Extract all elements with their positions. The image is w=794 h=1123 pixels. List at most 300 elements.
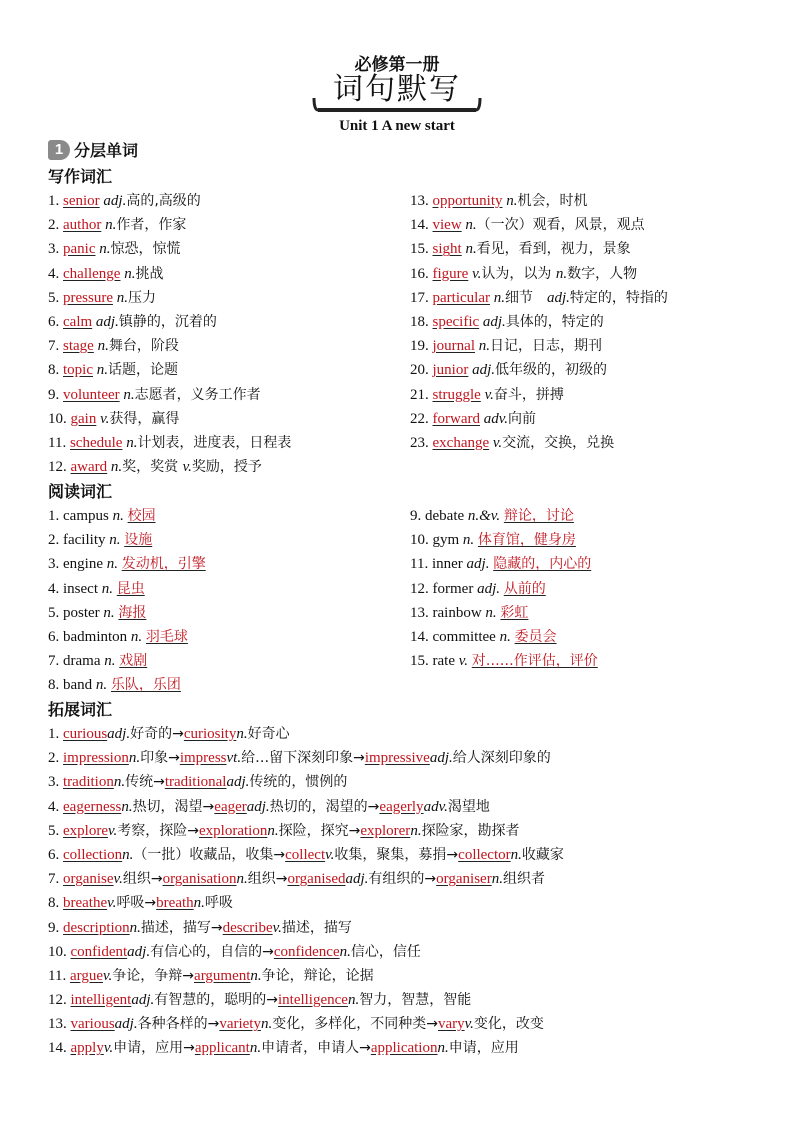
part-of-speech: n. xyxy=(108,508,128,524)
item-number: 6. xyxy=(48,846,63,863)
answer-meaning: 昆虫 xyxy=(116,580,145,597)
part-of-speech: adj. xyxy=(226,774,250,791)
vocab-row xyxy=(410,262,668,286)
meaning: 各种各样的→ xyxy=(137,1016,220,1033)
vocab-word: poster xyxy=(63,604,100,621)
item-number: 13. xyxy=(410,604,433,621)
answer-meaning: 辩论，讨论 xyxy=(503,508,574,524)
meaning: （一次）观看，风景，观点 xyxy=(476,217,645,234)
vocab-word: former xyxy=(432,580,474,597)
vocab-row xyxy=(410,504,598,528)
vocab-row xyxy=(48,528,206,552)
vocab-row xyxy=(48,964,564,988)
item-number: 21. xyxy=(410,386,433,403)
answer-word: senior xyxy=(63,193,100,209)
item-number: 2. xyxy=(48,217,63,234)
part-of-speech: v. xyxy=(107,822,118,839)
meaning: 日记，日志，期刊 xyxy=(490,338,602,355)
answer-word: argument xyxy=(194,967,251,984)
vocab-row xyxy=(48,625,206,649)
item-number: 23. xyxy=(410,434,433,451)
meaning: 传统→ xyxy=(125,774,165,791)
vocab-row xyxy=(48,770,564,794)
part-of-speech: n. xyxy=(489,289,505,306)
answer-word: eagerness xyxy=(63,798,122,815)
item-number: 12. xyxy=(48,992,71,1009)
item-number: 11. xyxy=(48,967,70,984)
writing-vocab-left-column xyxy=(48,189,291,479)
vocab-row xyxy=(410,407,668,431)
answer-word: volunteer xyxy=(63,386,120,403)
vocab-row xyxy=(48,649,206,673)
reading-vocab-heading: 阅读词汇 xyxy=(48,482,113,501)
item-number: 5. xyxy=(48,822,63,839)
item-number: 3. xyxy=(48,241,63,258)
answer-meaning: 隐藏的，内心的 xyxy=(493,556,592,573)
meaning: 申请，应用→ xyxy=(113,1040,195,1057)
item-number: 3. xyxy=(48,774,63,791)
answer-word: intelligence xyxy=(277,992,348,1009)
answer-word: traditional xyxy=(164,774,227,791)
item-number: 16. xyxy=(410,265,433,282)
vocab-word: rainbow xyxy=(432,604,482,621)
meaning: 收藏家 xyxy=(521,846,564,863)
vocab-row xyxy=(48,1036,564,1060)
answer-meaning: 委员会 xyxy=(514,628,557,645)
vocab-word: facility xyxy=(63,532,106,549)
vocab-row xyxy=(410,552,598,576)
meaning: 低年级的，初级的 xyxy=(495,362,608,379)
meaning: 智力，智慧，智能 xyxy=(359,992,472,1009)
part-of-speech: adj. xyxy=(107,726,131,742)
meaning: 渴望地 xyxy=(447,798,490,815)
part-of-speech: adj. xyxy=(429,750,453,767)
part-of-speech: n. xyxy=(93,338,109,355)
section-number-badge: 1 xyxy=(48,140,70,160)
answer-word: panic xyxy=(63,241,96,258)
part-of-speech: adj. xyxy=(468,362,496,379)
part-of-speech: n. xyxy=(127,628,146,645)
item-number: 14. xyxy=(410,628,433,645)
reading-vocab-right-column xyxy=(410,504,598,673)
vocab-row xyxy=(410,189,668,213)
vocab-row xyxy=(410,431,668,455)
part-of-speech: n. xyxy=(122,434,138,451)
answer-word: breathe xyxy=(63,895,108,912)
part-of-speech: n. xyxy=(105,532,125,549)
meaning: 高的,高级的 xyxy=(126,193,201,209)
item-number: 15. xyxy=(410,241,433,258)
meaning: 给…留下深刻印象→ xyxy=(241,750,365,767)
part-of-speech: n. xyxy=(495,628,515,645)
vocab-row xyxy=(48,988,564,1012)
meaning: 呼吸 xyxy=(204,895,233,912)
meaning: 探险家，勘探者 xyxy=(421,822,520,839)
meaning: 好奇的→ xyxy=(130,726,184,742)
part-of-speech: n. xyxy=(502,193,518,209)
vocab-word: insect xyxy=(63,580,98,597)
item-number: 14. xyxy=(48,1040,71,1057)
part-of-speech: adj. xyxy=(131,992,155,1009)
meaning: 细节 xyxy=(504,289,547,306)
meaning: 挑战 xyxy=(135,265,164,282)
writing-vocab-heading: 写作词汇 xyxy=(48,167,113,186)
part-of-speech: n. xyxy=(459,532,478,549)
meaning: 组织者 xyxy=(502,871,545,888)
item-number: 2. xyxy=(48,532,63,549)
part-of-speech: n. xyxy=(107,459,123,476)
part-of-speech: n. xyxy=(410,822,422,839)
meaning: 奋斗，拼搏 xyxy=(493,386,564,403)
item-number: 9. xyxy=(48,919,63,936)
part-of-speech: n. xyxy=(260,1016,273,1033)
meaning: 志愿者，义务工作者 xyxy=(134,386,261,403)
part-of-speech: n. xyxy=(475,338,490,355)
meaning: 描述，描写→ xyxy=(140,919,223,936)
answer-word: junior xyxy=(432,362,469,379)
answer-word: variety xyxy=(219,1016,261,1033)
part-of-speech: adj. xyxy=(345,871,369,888)
vocab-row xyxy=(48,358,291,382)
vocab-row xyxy=(410,286,668,310)
item-number: 17. xyxy=(410,289,433,306)
reading-vocab-left-column xyxy=(48,504,206,698)
answer-meaning: 设施 xyxy=(124,532,153,549)
vocab-word: rate xyxy=(432,653,455,670)
answer-word: challenge xyxy=(63,265,121,282)
item-number: 5. xyxy=(48,604,63,621)
writing-vocab-right-column xyxy=(410,189,668,455)
item-number: 13. xyxy=(48,1016,71,1033)
vocab-word: engine xyxy=(63,556,103,573)
vocab-word: campus xyxy=(63,508,109,524)
meaning: 申请，应用 xyxy=(448,1040,519,1057)
part-of-speech: n. xyxy=(437,1040,449,1057)
answer-word: topic xyxy=(63,362,93,379)
answer-word: forward xyxy=(432,410,480,427)
answer-word: struggle xyxy=(432,386,481,403)
meaning: 信心，信任 xyxy=(350,943,421,960)
vocab-row xyxy=(48,407,291,431)
part-of-speech: adj. xyxy=(127,943,151,960)
answer-meaning: 对……作评估，评价 xyxy=(471,653,598,670)
vocab-row xyxy=(410,237,668,261)
vocab-row xyxy=(48,601,206,625)
vocab-word: badminton xyxy=(63,628,128,645)
banner xyxy=(312,70,482,116)
part-of-speech: v. xyxy=(96,410,110,427)
item-number: 12. xyxy=(48,459,71,476)
part-of-speech: n. xyxy=(99,604,119,621)
part-of-speech: n. xyxy=(510,846,522,863)
answer-word: organised xyxy=(287,871,346,888)
item-number: 18. xyxy=(410,313,433,330)
vocab-row xyxy=(410,625,598,649)
item-number: 15. xyxy=(410,653,433,670)
answer-word: specific xyxy=(432,313,480,330)
answer-word: vary xyxy=(437,1016,465,1033)
part-of-speech: v. xyxy=(272,919,282,936)
answer-meaning: 戏剧 xyxy=(119,653,148,670)
answer-word: apply xyxy=(70,1040,104,1057)
answer-word: particular xyxy=(432,289,490,306)
item-number: 6. xyxy=(48,628,63,645)
vocab-row xyxy=(48,189,291,213)
part-of-speech: adj. xyxy=(246,798,270,815)
item-number: 20. xyxy=(410,362,433,379)
part-of-speech: n. xyxy=(481,604,501,621)
meaning: 描述，描写 xyxy=(281,919,352,936)
item-number: 7. xyxy=(48,871,63,888)
answer-word: tradition xyxy=(63,774,114,791)
part-of-speech: n. xyxy=(339,943,351,960)
meaning: 特定的，特指的 xyxy=(569,289,668,306)
answer-word: journal xyxy=(432,338,475,355)
part-of-speech: n. xyxy=(120,265,136,282)
answer-meaning: 体育馆，健身房 xyxy=(477,532,576,549)
part-of-speech: n. xyxy=(102,556,122,573)
meaning: 计划表，进度表，日程表 xyxy=(137,434,292,451)
answer-meaning: 校园 xyxy=(127,508,156,524)
part-of-speech: n. xyxy=(236,871,248,888)
answer-word: schedule xyxy=(69,434,123,451)
vocab-row xyxy=(48,286,291,310)
meaning: 交流，交换，兑换 xyxy=(502,434,615,451)
vocab-row xyxy=(410,383,668,407)
item-number: 4. xyxy=(48,580,63,597)
answer-meaning: 乐队，乐团 xyxy=(110,677,181,694)
answer-word: application xyxy=(370,1040,438,1057)
meaning: 话题，论题 xyxy=(108,362,178,379)
vocab-row xyxy=(410,649,598,673)
meaning: 热切，渴望→ xyxy=(132,798,215,815)
meaning: 争论，争辩→ xyxy=(112,967,195,984)
meaning: 镇静的，沉着的 xyxy=(118,313,217,330)
item-number: 8. xyxy=(48,677,63,694)
vocab-word: band xyxy=(63,677,93,694)
answer-meaning: 海报 xyxy=(118,604,147,621)
vocab-row xyxy=(48,383,291,407)
vocab-row xyxy=(48,746,564,770)
meaning: 变化，改变 xyxy=(473,1016,544,1033)
part-of-speech: n. xyxy=(461,217,477,234)
meaning: 惊恐，惊慌 xyxy=(110,241,181,258)
part-of-speech: n. xyxy=(98,580,117,597)
meaning: 呼吸→ xyxy=(116,895,157,912)
vocab-word: drama xyxy=(63,653,101,670)
meaning: 好奇心 xyxy=(247,726,290,742)
meaning: 考察，探险→ xyxy=(117,822,200,839)
answer-word: breath xyxy=(156,895,194,912)
part-of-speech: n. xyxy=(128,750,141,767)
item-number: 5. xyxy=(48,289,63,306)
answer-word: pressure xyxy=(63,289,113,306)
meaning: （一批）收藏品，收集→ xyxy=(133,846,286,863)
part-of-speech: n. xyxy=(236,726,248,742)
part-of-speech: n. xyxy=(555,265,568,282)
answer-word: explorer xyxy=(360,822,411,839)
meaning: 争论，辩论，论据 xyxy=(261,967,374,984)
answer-word: intelligent xyxy=(70,992,132,1009)
part-of-speech: adj. xyxy=(99,193,127,209)
vocab-row xyxy=(410,577,598,601)
meaning: 热切的，渴望的→ xyxy=(269,798,380,815)
meaning: 机会，时机 xyxy=(517,193,588,209)
meaning: 作者，作家 xyxy=(116,217,187,234)
part-of-speech: n. xyxy=(122,846,134,863)
part-of-speech: n. xyxy=(121,798,133,815)
vocab-row xyxy=(48,334,291,358)
item-number: 10. xyxy=(48,410,71,427)
item-number: 9. xyxy=(48,386,63,403)
vocab-row xyxy=(48,673,206,697)
meaning: 组织→ xyxy=(122,871,163,888)
answer-word: confident xyxy=(70,943,128,960)
item-number: 7. xyxy=(48,338,63,355)
part-of-speech: n.&v. xyxy=(464,508,504,524)
answer-word: stage xyxy=(63,338,94,355)
answer-word: figure xyxy=(432,265,469,282)
part-of-speech: v. xyxy=(489,434,503,451)
meaning: 印象→ xyxy=(140,750,180,767)
part-of-speech: adj. xyxy=(546,289,570,306)
vocab-row xyxy=(48,843,564,867)
item-number: 2. xyxy=(48,750,63,767)
item-number: 9. xyxy=(410,508,425,524)
vocab-word: gym xyxy=(432,532,460,549)
answer-word: organisation xyxy=(162,871,237,888)
part-of-speech: v. xyxy=(454,653,472,670)
answer-word: exploration xyxy=(199,822,268,839)
answer-word: opportunity xyxy=(432,193,503,209)
part-of-speech: n. xyxy=(95,241,111,258)
item-number: 6. xyxy=(48,313,63,330)
answer-word: curiosity xyxy=(183,726,237,742)
vocab-row xyxy=(48,1012,564,1036)
item-number: 3. xyxy=(48,556,63,573)
part-of-speech: n. xyxy=(101,217,117,234)
part-of-speech: n. xyxy=(250,967,262,984)
part-of-speech: n. xyxy=(491,871,503,888)
extension-vocab-list xyxy=(48,722,564,1061)
answer-meaning: 羽毛球 xyxy=(145,628,188,645)
item-number: 8. xyxy=(48,362,63,379)
answer-word: explore xyxy=(63,822,108,839)
answer-word: view xyxy=(432,217,462,234)
meaning: 有组织的→ xyxy=(368,871,437,888)
answer-word: organiser xyxy=(436,871,492,888)
part-of-speech: v. xyxy=(325,846,335,863)
item-number: 4. xyxy=(48,798,63,815)
part-of-speech: n. xyxy=(461,241,477,258)
meaning: 传统的，惯例的 xyxy=(249,774,348,791)
vocab-row xyxy=(48,867,564,891)
meaning: 奖，奖赏 xyxy=(122,459,183,476)
meaning: 组织→ xyxy=(247,871,288,888)
answer-meaning: 彩虹 xyxy=(500,604,529,621)
vocab-row xyxy=(48,940,564,964)
answer-word: collection xyxy=(63,846,123,863)
meaning: 变化，多样化，不同种类→ xyxy=(272,1016,438,1033)
item-number: 1. xyxy=(48,508,63,524)
vocab-row xyxy=(410,358,668,382)
meaning: 压力 xyxy=(127,289,156,306)
answer-word: exchange xyxy=(432,434,490,451)
part-of-speech: n. xyxy=(129,919,141,936)
answer-word: collect xyxy=(285,846,326,863)
unit-title: Unit 1 A new start xyxy=(339,118,455,134)
meaning: 收集，聚集，募捐→ xyxy=(334,846,459,863)
item-number: 4. xyxy=(48,265,63,282)
answer-word: applicant xyxy=(194,1040,250,1057)
vocab-word: debate xyxy=(425,508,465,524)
meaning: 看见，看到，视力，景象 xyxy=(476,241,631,258)
vocab-row xyxy=(410,213,668,237)
vocab-row xyxy=(48,262,291,286)
item-number: 7. xyxy=(48,653,63,670)
answer-word: eagerly xyxy=(379,798,424,815)
answer-word: organise xyxy=(63,871,114,888)
part-of-speech: v. xyxy=(182,459,192,476)
vocab-row xyxy=(48,431,291,455)
item-number: 8. xyxy=(48,895,63,912)
vocab-row xyxy=(48,577,206,601)
vocab-row xyxy=(48,722,564,746)
meaning: 具体的，特定的 xyxy=(505,313,604,330)
answer-word: describe xyxy=(222,919,273,936)
answer-word: collector xyxy=(458,846,511,863)
item-number: 12. xyxy=(410,580,433,597)
vocab-row xyxy=(48,891,564,915)
part-of-speech: v. xyxy=(480,386,494,403)
meaning: 数字，人物 xyxy=(567,265,638,282)
vocab-row xyxy=(48,455,291,479)
part-of-speech: adj. xyxy=(114,1016,138,1033)
part-of-speech: n. xyxy=(93,362,108,379)
item-number: 11. xyxy=(410,556,432,573)
answer-word: eager xyxy=(214,798,247,815)
part-of-speech: n. xyxy=(119,386,135,403)
vocab-row xyxy=(48,916,564,940)
part-of-speech: adj. xyxy=(479,313,506,330)
part-of-speech: adj. xyxy=(92,313,119,330)
part-of-speech: n. xyxy=(92,677,111,694)
meaning: 认为，以为 xyxy=(481,265,556,282)
vocab-word: committee xyxy=(432,628,496,645)
item-number: 22. xyxy=(410,410,433,427)
book-title: 必修第一册 xyxy=(354,55,440,75)
part-of-speech: adj. xyxy=(462,556,494,573)
vocab-row xyxy=(48,213,291,237)
part-of-speech: n. xyxy=(112,289,128,306)
item-number: 1. xyxy=(48,193,63,209)
vocab-row xyxy=(410,601,598,625)
item-number: 10. xyxy=(48,943,71,960)
item-number: 11. xyxy=(48,434,70,451)
part-of-speech: n. xyxy=(100,653,120,670)
meaning: 有智慧的，聪明的→ xyxy=(154,992,278,1009)
meaning: 探险，探究→ xyxy=(278,822,361,839)
item-number: 14. xyxy=(410,217,433,234)
answer-word: sight xyxy=(432,241,462,258)
answer-word: impressive xyxy=(364,750,430,767)
meaning: 向前 xyxy=(508,410,537,427)
part-of-speech: n. xyxy=(249,1040,262,1057)
answer-meaning: 从前的 xyxy=(503,580,546,597)
vocab-row xyxy=(48,795,564,819)
meaning: 有信心的，自信的→ xyxy=(150,943,274,960)
vocab-row xyxy=(48,504,206,528)
